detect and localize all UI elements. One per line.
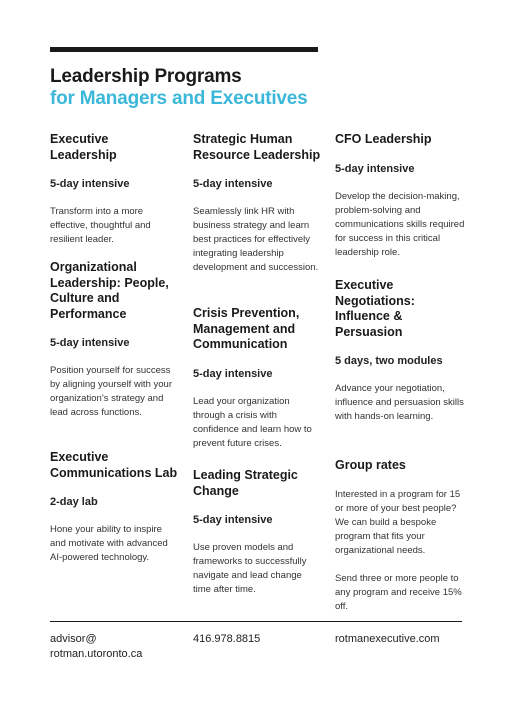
contact-email[interactable] (50, 632, 142, 662)
program-title: Organizational Leadership: People, Culture and Performance (50, 260, 169, 321)
program-title: CFO Leadership (335, 132, 432, 146)
group-rates-paragraph-2: Send three or more people to any program and receive 15% off. (335, 572, 462, 612)
program-duration: 5-day intensive (335, 162, 415, 175)
email-line-2: rotman.utoronto.ca (50, 648, 143, 660)
group-rates-paragraph-1: Interested in a program for 15 or more of your best people? We can build a bespoke program that fits your organizational needs. (335, 488, 461, 556)
program-duration: 5-day intensive (50, 178, 130, 190)
program-organizational-leadership (50, 260, 178, 420)
program-executive-leadership (50, 132, 178, 247)
email-line-1: advisor@ (50, 633, 97, 645)
group-rates (335, 458, 467, 614)
program-title: Crisis Prevention, Management and Communication (193, 306, 300, 351)
title-line-2: for Managers and Executives (50, 88, 308, 109)
bottom-rule (50, 621, 462, 622)
contact-phone[interactable]: 416.978.8815 (193, 633, 261, 645)
program-executive-negotiations (335, 278, 467, 424)
contact-website[interactable]: rotmanexecutive.com (335, 633, 440, 645)
program-duration: 5-day intensive (193, 367, 273, 380)
program-duration: 2-day lab (50, 496, 98, 508)
title-line-1: Leadership Programs (50, 66, 242, 87)
program-description: Seamlessly link HR with business strategy and learn best practices for effectively integrating leadership development and succession. (193, 206, 319, 273)
program-title: Executive Negotiations: Influence & Persuasion (335, 278, 415, 339)
top-rule (50, 47, 318, 52)
program-strategic-hr-leadership (193, 132, 321, 275)
page-title (50, 66, 308, 110)
program-duration: 5-day intensive (193, 514, 273, 526)
program-description: Lead your organization through a crisis with confidence and learn how to prevent future crises. (193, 395, 312, 449)
program-duration: 5 days, two modules (335, 355, 443, 367)
program-description: Develop the decision-making, problem-solving and communications skills required for success in this critical leadership role. (335, 190, 465, 258)
program-description: Transform into a more effective, thoughtful and resilient leader. (50, 206, 151, 245)
program-title: Leading Strategic Change (193, 468, 298, 498)
program-executive-communications-lab (50, 450, 178, 565)
program-title: Strategic Human Resource Leadership (193, 132, 321, 162)
program-title: Executive Communications Lab (50, 450, 178, 480)
program-cfo-leadership (335, 132, 467, 260)
program-duration: 5-day intensive (50, 337, 130, 349)
program-leading-strategic-change (193, 468, 321, 597)
program-description: Position yourself for success by aligning yourself with your organization’s strategy and lead across functions. (50, 365, 172, 418)
program-description: Use proven models and frameworks to successfully navigate and lead change time after time. (193, 542, 307, 595)
program-description: Hone your ability to inspire and motivate with advanced AI-powered technology. (50, 524, 168, 563)
program-description: Advance your negotiation, influence and persuasion skills with hands-on learning. (335, 383, 464, 422)
program-crisis-prevention (193, 306, 321, 451)
program-duration: 5-day intensive (193, 178, 273, 190)
program-title: Executive Leadership (50, 132, 117, 162)
group-rates-title: Group rates (335, 458, 406, 472)
